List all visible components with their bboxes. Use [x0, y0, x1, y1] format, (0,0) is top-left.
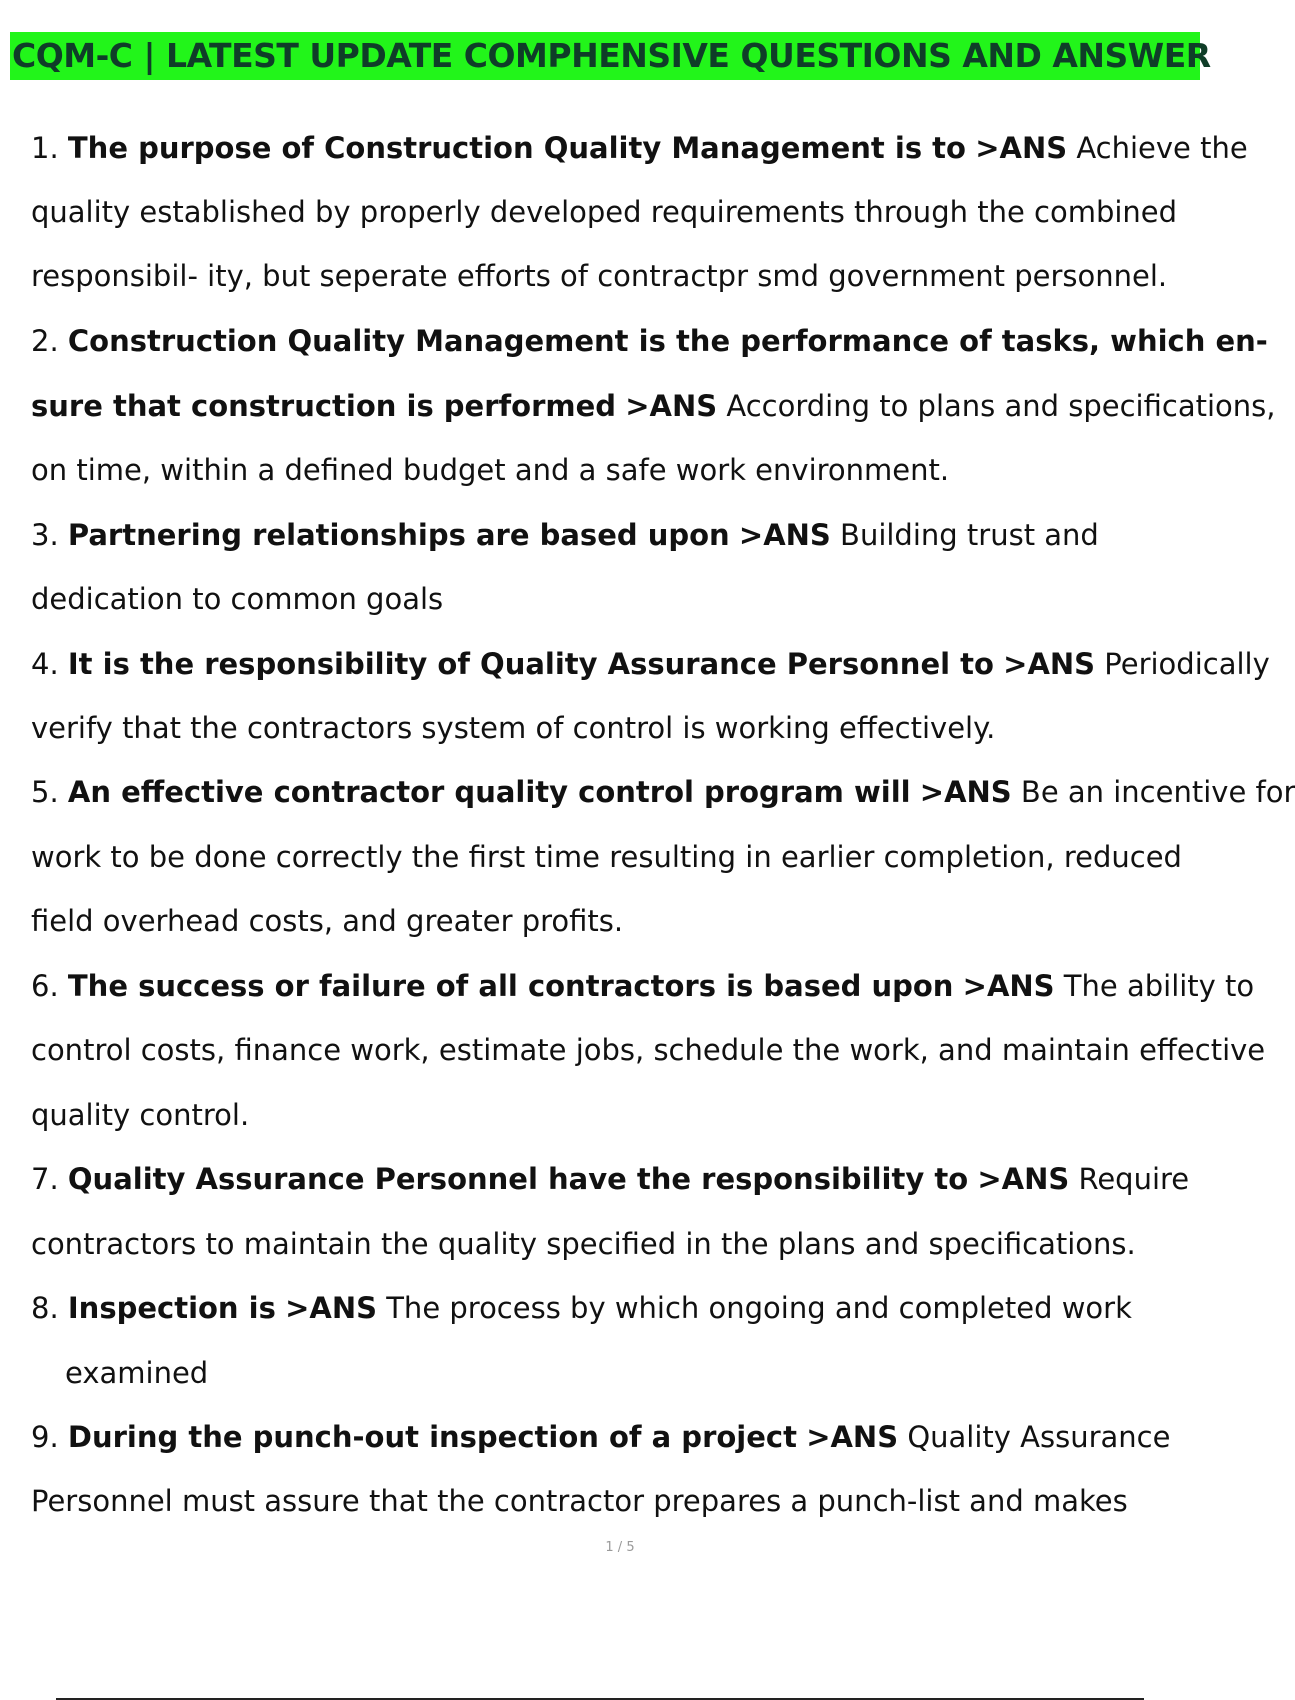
qa-item-1-line-2: quality established by properly developed requirements through the combined: [31, 195, 1178, 229]
ans-label: >ANS: [919, 775, 1012, 809]
answer-text: The process by which ongoing and completed work: [386, 1291, 1132, 1325]
qa-item-1-line-3: responsibil- ity, but seperate efforts of contractpr smd government personnel.: [31, 259, 1168, 293]
item-number: 9.: [31, 1420, 59, 1454]
ans-label: >ANS: [285, 1291, 377, 1325]
qa-item-2-line-3: on time, within a defined budget and a safe work environment.: [31, 453, 950, 487]
answer-text: Require: [1078, 1162, 1190, 1196]
question-text: Quality Assurance Personnel have the responsibility to: [67, 1162, 969, 1196]
qa-item-3-line-1: [31, 517, 1231, 553]
ans-label: >ANS: [1003, 647, 1096, 681]
item-number: 2.: [31, 324, 59, 358]
question-text: Inspection is: [67, 1291, 276, 1325]
answer-text: Be an incentive for: [1020, 775, 1295, 809]
page-indicator: 1 / 5: [605, 1540, 635, 1555]
item-number: 7.: [31, 1162, 59, 1196]
ans-label: >ANS: [806, 1420, 899, 1454]
qa-item-7-line-1: [31, 1161, 1231, 1197]
question-text: Construction Quality Management is the performance of tasks, which en-: [67, 324, 1268, 358]
qa-item-7-line-2: contractors to maintain the quality specified in the plans and specifications.: [31, 1227, 1136, 1261]
qa-item-5-line-2: work to be done correctly the first time resulting in earlier completion, reduced: [31, 840, 1182, 874]
item-number: 8.: [31, 1291, 59, 1325]
qa-item-9-line-2: Personnel must assure that the contractor prepares a punch-list and makes: [31, 1484, 1128, 1518]
question-text: It is the responsibility of Quality Assurance Personnel to: [67, 647, 994, 681]
ans-label: >ANS: [962, 969, 1055, 1003]
qa-item-6-line-2: control costs, finance work, estimate jobs, schedule the work, and maintain effective: [31, 1033, 1266, 1067]
answer-text: According to plans and specifications,: [726, 389, 1276, 423]
ans-label: >ANS: [738, 518, 831, 552]
qa-item-6-line-3: quality control.: [31, 1098, 250, 1132]
qa-item-8-line-1: [31, 1290, 1231, 1326]
ans-label: >ANS: [977, 1162, 1070, 1196]
qa-item-6-line-1: [31, 968, 1255, 1004]
qa-item-1-line-1: [31, 130, 1248, 166]
ans-label: >ANS: [975, 131, 1068, 165]
answer-text: The ability to: [1063, 969, 1255, 1003]
item-number: 1.: [31, 131, 59, 165]
qa-list: [0, 118, 1295, 1538]
qa-item-2-line-1: [31, 323, 1268, 359]
ans-label: >ANS: [625, 389, 718, 423]
qa-item-8-line-2: examined: [65, 1356, 209, 1390]
item-number: 4.: [31, 647, 59, 681]
document-title: CQM-C | LATEST UPDATE COMPHENSIVE QUESTIONS AND ANSWER: [12, 36, 1211, 75]
question-text: An effective contractor quality control program will: [67, 775, 911, 809]
answer-text: Building trust and: [840, 518, 1099, 552]
question-text: The success or failure of all contractors is based upon: [67, 969, 954, 1003]
answer-text: Quality Assurance: [907, 1420, 1171, 1454]
question-text: Partnering relationships are based upon: [67, 518, 730, 552]
answer-text: Periodically: [1104, 647, 1270, 681]
qa-item-5-line-3: field overhead costs, and greater profits.: [31, 904, 624, 938]
question-text-cont: sure that construction is performed: [31, 389, 617, 423]
question-text: The purpose of Construction Quality Management is to: [67, 131, 966, 165]
question-text: During the punch-out inspection of a project: [67, 1420, 797, 1454]
answer-text: Achieve the: [1076, 131, 1248, 165]
title-banner: [10, 32, 1211, 80]
qa-item-4-line-1: [31, 646, 1270, 682]
item-number: 3.: [31, 518, 59, 552]
qa-item-9-line-1: [31, 1419, 1231, 1455]
qa-item-5-line-1: [31, 774, 1295, 810]
item-number: 5.: [31, 775, 59, 809]
qa-item-3-line-2: dedication to common goals: [31, 582, 444, 616]
item-number: 6.: [31, 969, 59, 1003]
qa-item-2-line-2: [31, 388, 1276, 424]
qa-item-4-line-2: verify that the contractors system of control is working effectively.: [31, 711, 996, 745]
